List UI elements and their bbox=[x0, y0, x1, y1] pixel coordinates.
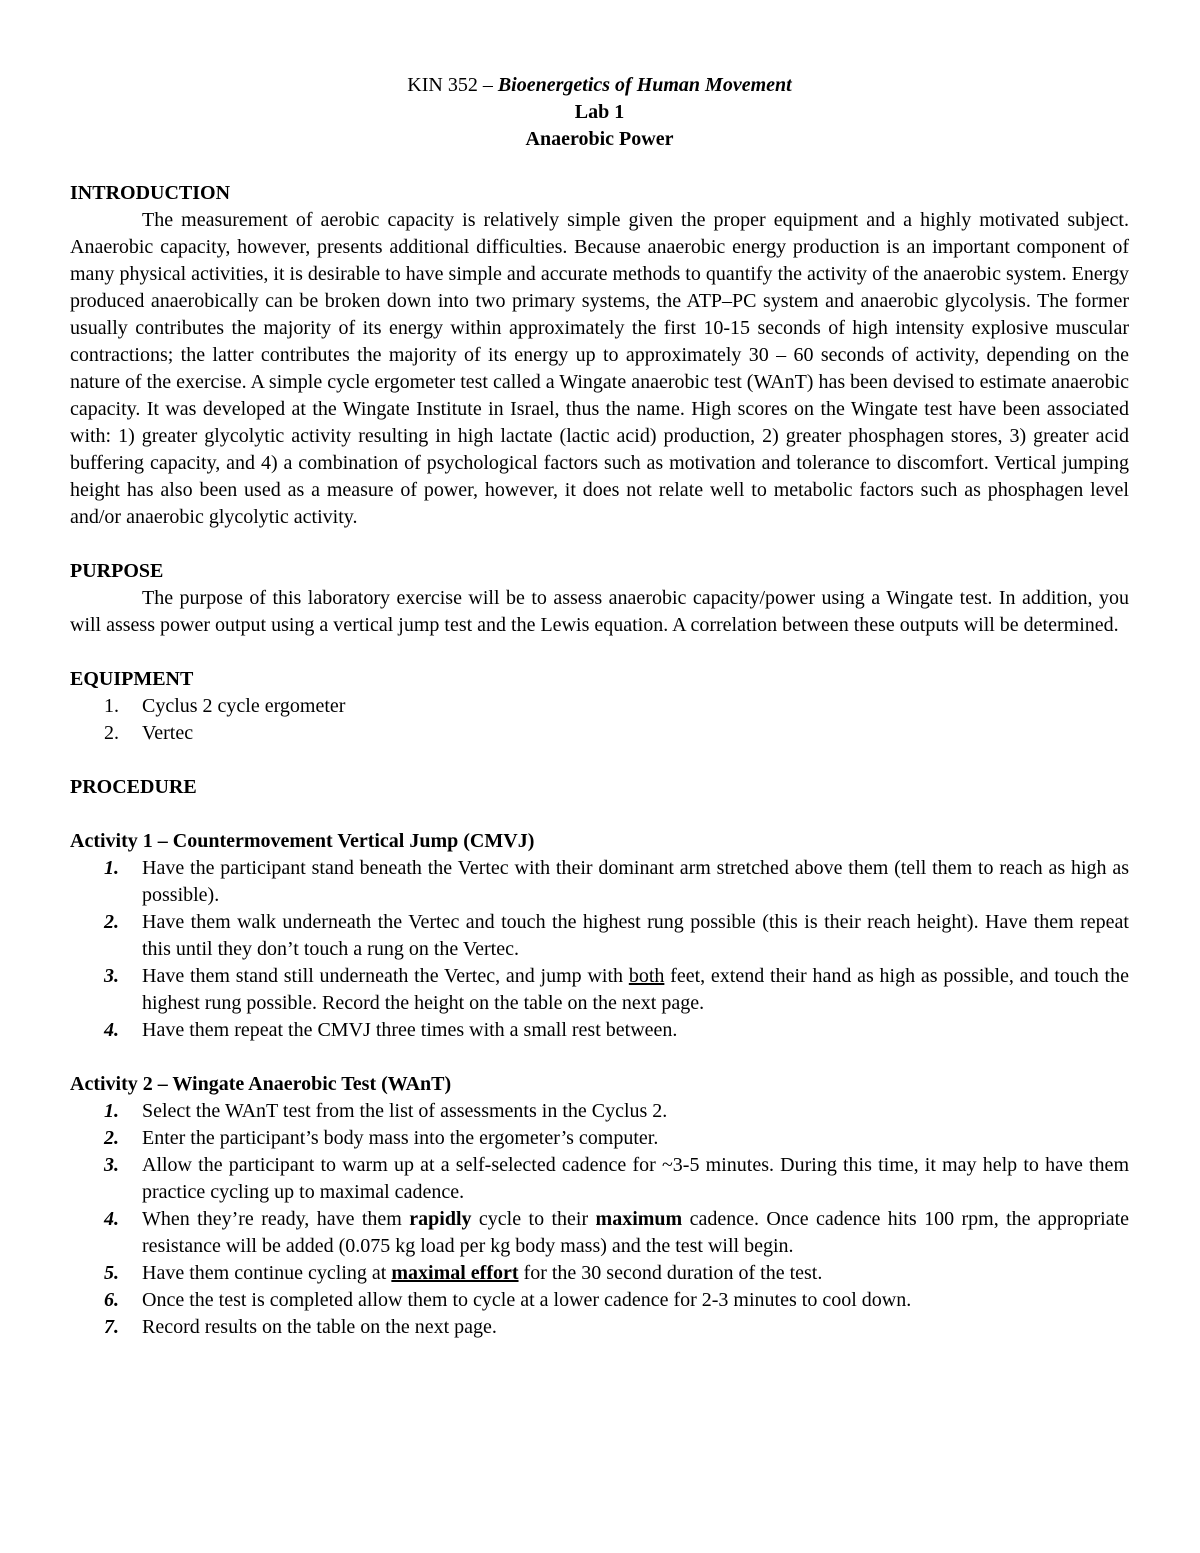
purpose-paragraph: The purpose of this laboratory exercise will be to assess anaerobic capacity/power using a Wingate test. In addition, you will assess power output using a vertical jump test and the Lewis equation. A correlation between these outputs will be determined. bbox=[70, 587, 1129, 636]
list-item bbox=[70, 720, 1129, 747]
list-number: 4. bbox=[104, 1019, 119, 1041]
procedure-heading: PROCEDURE bbox=[70, 776, 197, 798]
list-text: Have them repeat the CMVJ three times with a small rest between. bbox=[142, 1019, 678, 1041]
course-subtitle: Bioenergetics of Human Movement bbox=[497, 74, 792, 96]
list-item bbox=[70, 1152, 1129, 1206]
list-number: 7. bbox=[104, 1316, 119, 1338]
list-text: Have them stand still underneath the Vertec, and jump with bbox=[142, 965, 629, 987]
equipment-list bbox=[70, 693, 1129, 747]
list-number: 5. bbox=[104, 1262, 119, 1284]
list-text: feet, extend their hand as high as possible, and touch the highest rung possible. Record the height on the table on the next page. bbox=[142, 965, 1129, 1014]
list-text: Enter the participant’s body mass into the ergometer’s computer. bbox=[142, 1127, 659, 1149]
list-text: Cyclus 2 cycle ergometer bbox=[142, 695, 346, 717]
activity2-heading: Activity 2 – Wingate Anaerobic Test (WAnT) bbox=[70, 1073, 452, 1095]
list-item bbox=[70, 1206, 1129, 1260]
list-item bbox=[70, 1314, 1129, 1341]
list-item bbox=[70, 1287, 1129, 1314]
list-number: 3. bbox=[104, 1154, 119, 1176]
list-item bbox=[70, 909, 1129, 963]
course-title bbox=[70, 72, 1129, 99]
list-number: 1. bbox=[104, 857, 119, 879]
list-text: cadence. Once cadence hits 100 rpm, the appropriate resistance will be added (0.075 kg load per kg body mass) and the test will begin. bbox=[142, 1208, 1130, 1257]
emphasis-text: both bbox=[628, 965, 665, 987]
list-number: 1. bbox=[104, 1100, 119, 1122]
list-number: 2. bbox=[104, 722, 119, 744]
list-number: 3. bbox=[104, 965, 119, 987]
list-text: Select the WAnT test from the list of assessments in the Cyclus 2. bbox=[142, 1100, 668, 1122]
list-number: 2. bbox=[104, 911, 119, 933]
list-number: 6. bbox=[104, 1289, 119, 1311]
list-text: Allow the participant to warm up at a self-selected cadence for ~3-5 minutes. During this time, it may help to have them practice cycling up to maximal cadence. bbox=[142, 1154, 1129, 1203]
activity2-steps bbox=[70, 1098, 1129, 1341]
emphasis-text: rapidly bbox=[409, 1208, 472, 1230]
title-block bbox=[70, 72, 1129, 153]
list-item bbox=[70, 855, 1129, 909]
introduction-heading: INTRODUCTION bbox=[70, 182, 231, 204]
introduction-paragraph: The measurement of aerobic capacity is relatively simple given the proper equipment and a highly motivated subject. Anaerobic capacity, however, presents additional difficulties. Because anaerobic energy production is an important component of many physical activities, it is desirable to have simple and accurate methods to quantify the activity of the anaerobic system. Energy produced anaerobically can be broken down into two primary systems, the ATP–PC system and anaerobic glycolysis. The former usually contributes the majority of its energy within approximately the first 10-15 seconds of high intensity explosive muscular contractions; the latter contributes the majority of its energy up to approximately 30 – 60 seconds of activity, depending on the nature of the exercise. A simple cycle ergometer test called a Wingate anaerobic test (WAnT) has been devised to estimate anaerobic capacity. It was developed at the Wingate Institute in Israel, thus the name. High scores on the Wingate test have been associated with: 1) greater glycolytic activity resulting in high lactate (lactic acid) production, 2) greater phosphagen stores, 3) greater acid buffering capacity, and 4) a combination of psychological factors such as motivation and tolerance to discomfort. Vertical jumping height has also been used as a measure of power, however, it does not relate well to metabolic factors such as phosphagen level and/or anaerobic glycolytic activity. bbox=[70, 209, 1129, 528]
purpose-heading: PURPOSE bbox=[70, 560, 164, 582]
list-text: Record results on the table on the next page. bbox=[142, 1316, 497, 1338]
list-item bbox=[70, 1125, 1129, 1152]
list-text: Have the participant stand beneath the Vertec with their dominant arm stretched above them (tell them to reach as high as possible). bbox=[142, 857, 1129, 906]
course-code: KIN 352 – bbox=[407, 74, 493, 96]
lab-topic: Anaerobic Power bbox=[525, 128, 674, 150]
document-page bbox=[70, 72, 1129, 1341]
list-text: Vertec bbox=[142, 722, 194, 744]
list-number: 2. bbox=[104, 1127, 119, 1149]
list-item bbox=[70, 1098, 1129, 1125]
emphasis-text: maximal effort bbox=[391, 1262, 519, 1284]
list-text: Have them walk underneath the Vertec and touch the highest rung possible (this is their reach height). Have them repeat this until they don’t touch a rung on the Vertec. bbox=[142, 911, 1129, 960]
list-text: Have them continue cycling at bbox=[142, 1262, 392, 1284]
equipment-heading: EQUIPMENT bbox=[70, 668, 194, 690]
list-text: for the 30 second duration of the test. bbox=[518, 1262, 823, 1284]
activity1-heading: Activity 1 – Countermovement Vertical Jump (CMVJ) bbox=[70, 830, 535, 852]
activity1-steps bbox=[70, 855, 1129, 1044]
list-item bbox=[70, 1017, 1129, 1044]
list-item bbox=[70, 963, 1129, 1017]
emphasis-text: maximum bbox=[595, 1208, 683, 1230]
list-text: cycle to their bbox=[471, 1208, 596, 1230]
list-text: Once the test is completed allow them to cycle at a lower cadence for 2-3 minutes to cool down. bbox=[142, 1289, 912, 1311]
lab-number: Lab 1 bbox=[574, 101, 625, 123]
list-text: When they’re ready, have them bbox=[142, 1208, 410, 1230]
list-number: 1. bbox=[104, 695, 119, 717]
list-number: 4. bbox=[104, 1208, 119, 1230]
list-item bbox=[70, 1260, 1129, 1287]
list-item bbox=[70, 693, 1129, 720]
